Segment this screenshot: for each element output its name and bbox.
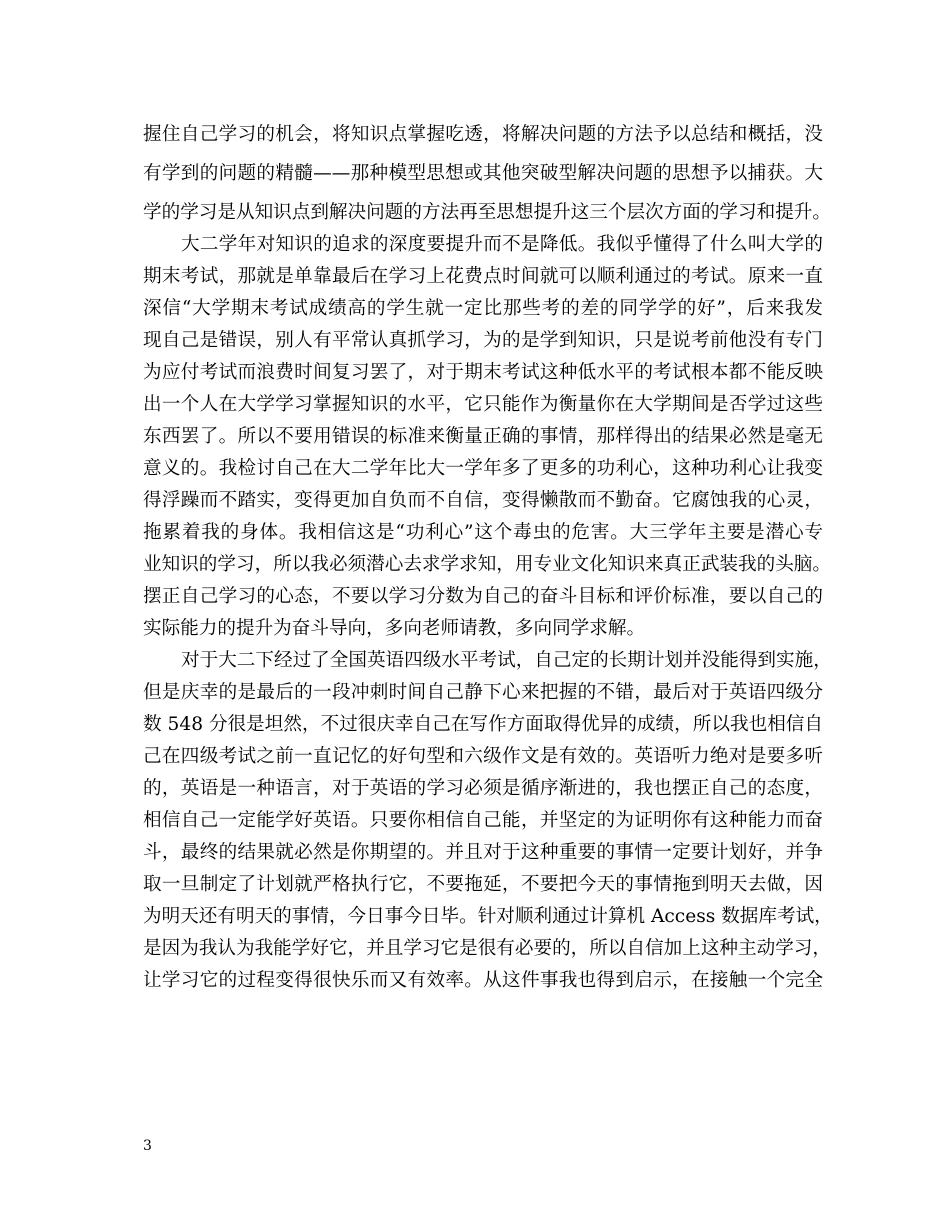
text-line: 相信自己一定能学好英语。只要你相信自己能，并坚定的为证明你有这种能力而奋 xyxy=(143,810,823,831)
page-number: 3 xyxy=(143,1138,152,1154)
text-line: 取一旦制定了计划就严格执行它，不要拖延，不要把今天的事情拖到明天去做，因 xyxy=(143,874,823,895)
text-line: 握住自己学习的机会，将知识点掌握吃透，将解决问题的方法予以总结和概括，没 xyxy=(143,124,823,145)
paragraph-first-line: 大二学年对知识的追求的深度要提升而不是降低。我似乎懂得了什么叫大学的 xyxy=(181,234,823,255)
paragraph-last-line: 实际能力的提升为奋斗导向，多向老师请教，多向同学求解。 xyxy=(143,618,646,639)
text-line: 数 548 分很是坦然，不过很庆幸自己在写作方面取得优异的成绩，所以我也相信自 xyxy=(143,714,823,735)
text-line: 学的学习是从知识点到解决问题的方法再至思想提升这三个层次方面的学习和提升。 xyxy=(143,202,831,223)
text-line: 拖累着我的身体。我相信这是“功利心”这个毒虫的危害。大三学年主要是潜心专 xyxy=(143,522,823,543)
text-line: 得浮躁而不踏实，变得更加自负而不自信，变得懒散而不勤奋。它腐蚀我的心灵， xyxy=(143,490,823,511)
text-line: 期末考试，那就是单靠最后在学习上花费点时间就可以顺利通过的考试。原来一直 xyxy=(143,266,823,287)
text-line: 己在四级考试之前一直记忆的好句型和六级作文是有效的。英语听力绝对是要多听 xyxy=(143,746,823,767)
text-line: 摆正自己学习的心态，不要以学习分数为自己的奋斗目标和评价标准，要以自己的 xyxy=(143,586,823,607)
text-line: 有学到的问题的精髓——那种模型思想或其他突破型解决问题的思想予以捕获。大 xyxy=(143,163,823,184)
text-line: 但是庆幸的是最后的一段冲刺时间自己静下心来把握的不错，最后对于英语四级分 xyxy=(143,682,823,703)
text-line: 意义的。我检讨自己在大二学年比大一学年多了更多的功利心，这种功利心让我变 xyxy=(143,458,823,479)
text-line: 深信“大学期末考试成绩高的学生就一定比那些考的差的同学学的好”，后来我发 xyxy=(143,298,823,319)
text-line: 业知识的学习，所以我必须潜心去求学求知，用专业文化知识来真正武装我的头脑。 xyxy=(143,554,831,575)
text-line: 现自己是错误，别人有平常认真抓学习，为的是学到知识，只是说考前他没有专门 xyxy=(143,330,823,351)
text-line: 是因为我认为我能学好它，并且学习它是很有必要的，所以自信加上这种主动学习， xyxy=(143,938,831,959)
text-line: 出一个人在大学学习掌握知识的水平，它只能作为衡量你在大学期间是否学过这些 xyxy=(143,394,823,415)
paragraph-first-line: 对于大二下经过了全国英语四级水平考试，自己定的长期计划并没能得到实施， xyxy=(181,650,832,671)
text-line: 东西罢了。所以不要用错误的标准来衡量正确的事情，那样得出的结果必然是毫无 xyxy=(143,426,823,447)
text-line: 为应付考试而浪费时间复习罢了，对于期末考试这种低水平的考试根本都不能反映 xyxy=(143,362,823,383)
text-line: 为明天还有明天的事情，今日事今日毕。针对顺利通过计算机 Access 数据库考试， xyxy=(143,906,833,927)
text-line: 的，英语是一种语言，对于英语的学习必须是循序渐进的，我也摆正自己的态度， xyxy=(143,778,823,799)
text-line: 斗，最终的结果就必然是你期望的。并且对于这种重要的事情一定要计划好，并争 xyxy=(143,842,823,863)
text-line: 让学习它的过程变得很快乐而又有效率。从这件事我也得到启示，在接触一个完全 xyxy=(143,970,823,991)
